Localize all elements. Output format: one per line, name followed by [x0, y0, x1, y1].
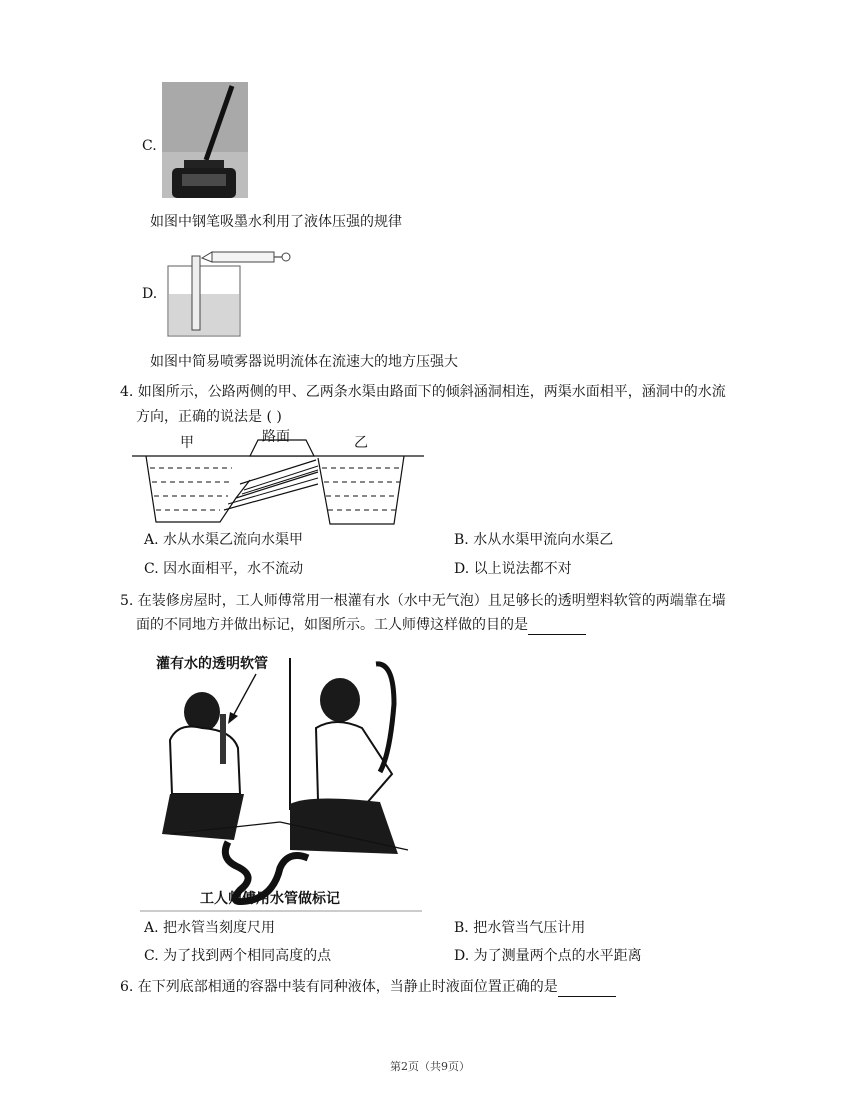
q5-option-b[interactable]: B. 把水管当气压计用: [454, 920, 586, 936]
page-number: 第2页（共9页）: [390, 1060, 470, 1073]
canal-jia-label: 甲: [180, 435, 194, 451]
worker-marking-figure: [140, 644, 422, 912]
answer-blank[interactable]: [528, 620, 586, 635]
road-label: 路面: [262, 429, 290, 445]
option-c-caption: 如图中钢笔吸墨水利用了液体压强的规律: [150, 214, 402, 230]
q4-option-a[interactable]: A. 水从水渠乙流向水渠甲: [144, 532, 304, 548]
q4-stem-line2: 方向，正确的说法是 ( ): [136, 409, 282, 425]
option-d-label: D.: [142, 286, 158, 302]
tube-label: 灌有水的透明软管: [156, 656, 268, 672]
canal-yi-label: 乙: [354, 435, 368, 451]
q5-option-a[interactable]: A. 把水管当刻度尺用: [144, 920, 276, 936]
sprayer-apparatus-figure: [166, 248, 296, 338]
q5-option-c[interactable]: C. 为了找到两个相同高度的点: [144, 948, 332, 964]
answer-blank[interactable]: [558, 982, 616, 997]
q4-option-c[interactable]: C. 因水面相平，水不流动: [144, 561, 304, 577]
q4-option-d[interactable]: D. 以上说法都不对: [454, 561, 572, 577]
option-d-caption: 如图中简易喷雾器说明流体在流速大的地方压强大: [150, 354, 458, 370]
q5-option-d[interactable]: D. 为了测量两个点的水平距离: [454, 948, 642, 964]
fountain-pen-ink-photo: [162, 82, 248, 198]
option-c-label: C.: [142, 138, 157, 154]
figure-caption: 工人师傅用水管做标记: [200, 891, 340, 907]
q4-option-b[interactable]: B. 水从水渠甲流向水渠乙: [454, 532, 614, 548]
q6-stem-line1: 6. 在下列底部相通的容器中装有同种液体，当静止时液面位置正确的是: [120, 977, 616, 997]
q5-stem-line1: 5. 在装修房屋时，工人师傅常用一根灌有水（水中无气泡）且足够长的透明塑料软管的两端靠在墙: [120, 593, 726, 609]
q5-stem-line2: 面的不同地方并做出标记，如图所示。工人师傅这样做的目的是: [136, 615, 586, 635]
q4-stem-line1: 4. 如图所示，公路两侧的甲、乙两条水渠由路面下的倾斜涵洞相连，两渠水面相平，涵洞中的水流: [120, 384, 726, 400]
